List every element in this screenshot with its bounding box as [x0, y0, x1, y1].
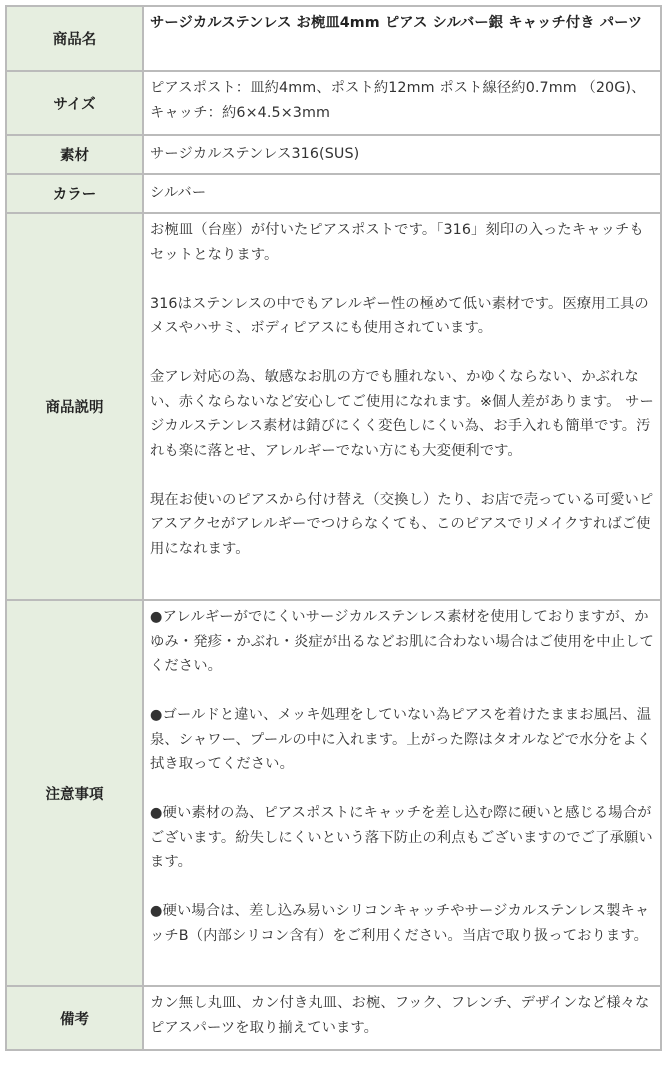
spec-row-remarks [7, 987, 660, 1049]
description-paragraph: 金アレ対応の為、敏感なお肌の方でも腫れない、かゆくならない、かぶれない、赤くならないなど安心してご使用になれます。※個人差があります。 サージカルステンレス素材は錆びにくく変色しにくい為、お手入れも簡単です。汚れも楽に落とせ、アレルギーでない方にも大変便利です。 [150, 369, 654, 459]
spec-row-product-name [7, 7, 660, 70]
spec-row-size [7, 72, 660, 134]
spec-row-notes [7, 601, 660, 985]
description-paragraph: 316はステンレスの中でもアレルギー性の極めて低い素材です。医療用工具のメスやハサミ、ボディピアスにも使用されています。 [150, 295, 649, 336]
label-material: 素材 [7, 136, 142, 173]
product-spec-table [5, 5, 662, 1051]
value-product-name: サージカルステンレス お椀皿4mm ピアス シルバー銀 キャッチ付き パーツ [144, 7, 660, 70]
value-size: ピアスポスト：皿約4mm、ポスト約12mm ポスト線径約0.7mm （20G)、キャッチ：約6×4.5×3mm [144, 72, 660, 134]
notes-paragraph: ●硬い場合は、差し込み易いシリコンキャッチやサージカルステンレス製キャッチB（内部シリコン含有）をご利用ください。当店で取り扱っております。 [150, 903, 650, 944]
notes-paragraph: ●アレルギーがでにくいサージカルステンレス素材を使用しておりますが、かゆみ・発疹・かぶれ・炎症が出るなどお肌に合わない場合はご使用を中止してください。 [150, 609, 654, 674]
label-size: サイズ [7, 72, 142, 134]
spec-row-description [7, 214, 660, 599]
label-notes: 注意事項 [7, 601, 142, 985]
description-paragraph: 現在お使いのピアスから付け替え（交換し）たり、お店で売っている可愛いピアスアクセがアレルギーでつけらなくても、このピアスでリメイクすればご使用になれます。 [150, 491, 654, 557]
description-paragraph: お椀皿（台座）が付いたピアスポストです。「316」刻印の入ったキャッチもセットとなります。 [150, 222, 644, 263]
value-color: シルバー [144, 175, 660, 212]
value-remarks: カン無し丸皿、カン付き丸皿、お椀、フック、フレンチ、デザインなど様々なピアスパーツを取り揃えています。 [144, 987, 660, 1049]
value-material: サージカルステンレス316(SUS) [144, 136, 660, 173]
spec-row-material [7, 136, 660, 173]
spec-row-color [7, 175, 660, 212]
label-description: 商品説明 [7, 214, 142, 599]
label-remarks: 備考 [7, 987, 142, 1049]
notes-paragraph: ●硬い素材の為、ピアスポストにキャッチを差し込む際に硬いと感じる場合がございます。紛失しにくいという落下防止の利点もございますのでご了承願います。 [150, 805, 653, 870]
notes-paragraph: ●ゴールドと違い、メッキ処理をしていない為ピアスを着けたままお風呂、温泉、シャワー、プールの中に入れます。上がった際はタオルなどで水分をよく拭き取ってください。 [150, 707, 652, 772]
label-product-name: 商品名 [7, 7, 142, 70]
label-color: カラー [7, 175, 142, 212]
value-notes [144, 601, 660, 985]
value-description [144, 214, 660, 599]
